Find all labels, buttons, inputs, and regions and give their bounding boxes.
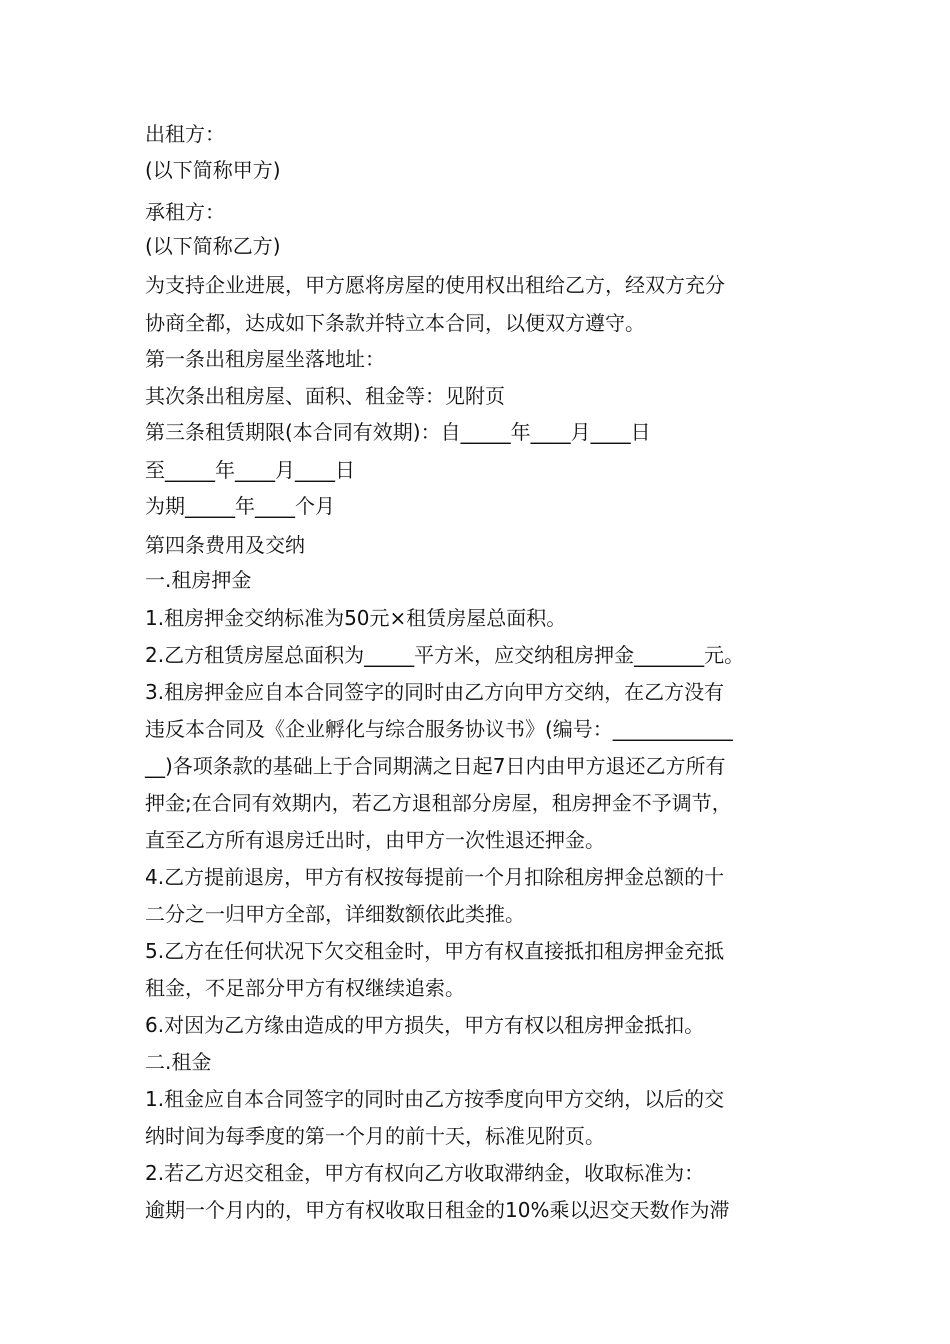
rent-item-2-detail: 逾期一个月内的，甲方有权收取日租金的10%乘以迟交天数作为滞	[145, 1198, 730, 1222]
lessor-label: 出租方：	[145, 122, 225, 146]
preamble-line-1: 为支持企业进展，甲方愿将房屋的使用权出租给乙方，经双方充分	[145, 273, 725, 297]
deposit-item-5-line-2: 租金，不足部分甲方有权继续追索。	[145, 976, 465, 1000]
article-1-address: 第一条出租房屋坐落地址：	[145, 347, 385, 371]
deposit-item-3-line-1: 3.租房押金应自本合同签字的同时由乙方向甲方交纳，在乙方没有	[145, 680, 725, 704]
article-3-duration: 为期_____年____个月	[145, 494, 335, 518]
deposit-item-3-line-3: __)各项条款的基础上于合同期满之日起7日内由甲方退还乙方所有	[145, 754, 726, 778]
lessee-alias: (以下简称乙方)	[145, 234, 281, 258]
rent-item-2: 2.若乙方迟交租金，甲方有权向乙方收取滞纳金，收取标准为：	[145, 1161, 705, 1185]
article-2-details: 其次条出租房屋、面积、租金等：见附页	[145, 384, 505, 408]
deposit-item-3-line-5: 直至乙方所有退房迁出时，由甲方一次性退还押金。	[145, 828, 605, 852]
article-3-term-to: 至_____年____月____日	[145, 458, 355, 482]
lessor-alias: (以下简称甲方)	[145, 158, 281, 182]
deposit-item-1: 1.租房押金交纳标准为50元×租赁房屋总面积。	[145, 606, 567, 630]
rent-item-1-line-2: 纳时间为每季度的第一个月的前十天，标准见附页。	[145, 1124, 605, 1148]
lessee-label: 承租方：	[145, 200, 225, 224]
section-rent-heading: 二.租金	[145, 1050, 212, 1074]
article-4-heading: 第四条费用及交纳	[145, 533, 305, 557]
deposit-item-5-line-1: 5.乙方在任何状况下欠交租金时，甲方有权直接抵扣租房押金充抵	[145, 939, 725, 963]
section-deposit-heading: 一.租房押金	[145, 568, 252, 592]
preamble-line-2: 协商全都，达成如下条款并特立本合同，以便双方遵守。	[145, 311, 645, 335]
article-3-term-from: 第三条租赁期限(本合同有效期)：自_____年____月____日	[145, 420, 651, 444]
deposit-item-6: 6.对因为乙方缘由造成的甲方损失，甲方有权以租房押金抵扣。	[145, 1013, 705, 1037]
deposit-item-4-line-1: 4.乙方提前退房，甲方有权按每提前一个月扣除租房押金总额的十	[145, 865, 725, 889]
rent-item-1-line-1: 1.租金应自本合同签字的同时由乙方按季度向甲方交纳，以后的交	[145, 1087, 725, 1111]
deposit-item-3-line-2: 违反本合同及《企业孵化与综合服务协议书》(编号：____________	[145, 717, 733, 741]
deposit-item-4-line-2: 二分之一归甲方全部，详细数额依此类推。	[145, 902, 525, 926]
deposit-item-3-line-4: 押金;在合同有效期内，若乙方退租部分房屋，租房押金不予调节，	[145, 791, 732, 815]
deposit-item-2: 2.乙方租赁房屋总面积为_____平方米，应交纳租房押金_______元。	[145, 643, 745, 667]
